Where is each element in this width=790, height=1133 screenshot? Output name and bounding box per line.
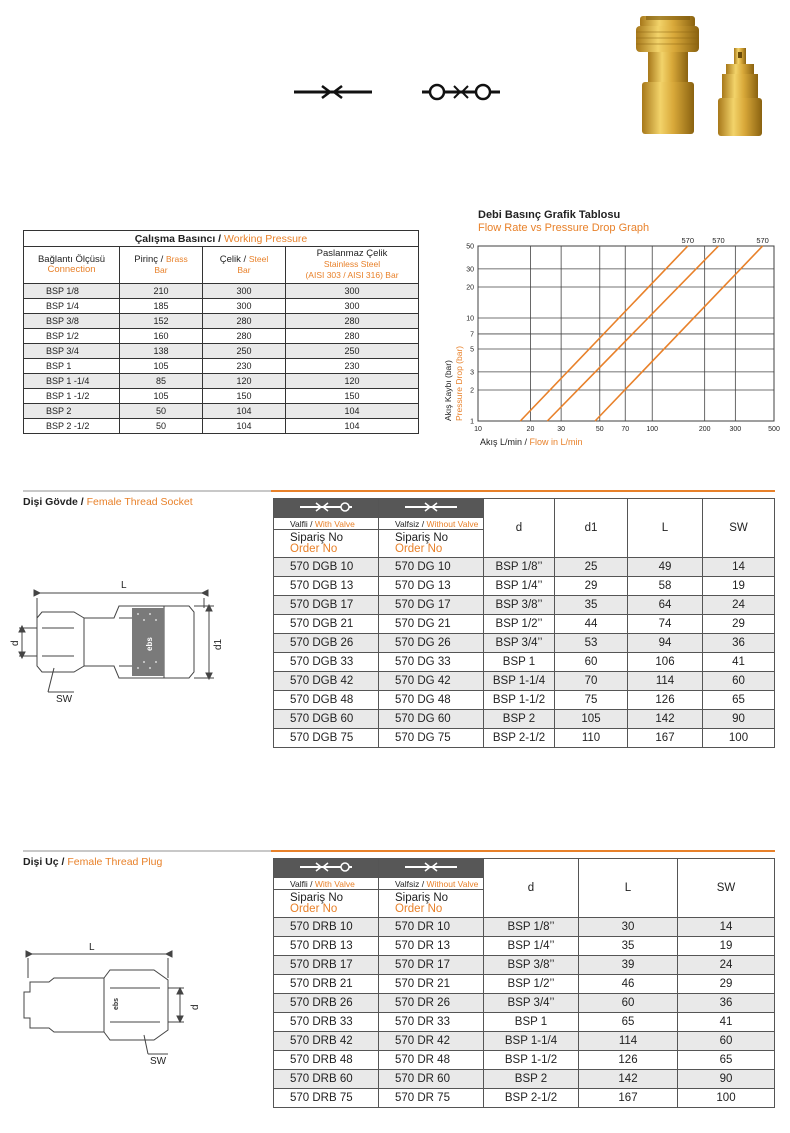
valved-coupling-symbol-icon xyxy=(298,861,354,873)
plug-table xyxy=(273,858,775,1108)
x-tick-label: 50 xyxy=(595,426,604,433)
plug-cell: 570 DRB 60 xyxy=(274,1070,379,1089)
pressure-cell: 105 xyxy=(120,389,203,404)
socket-col-d: d xyxy=(484,499,555,558)
plug-cell: BSP 1/8’’ xyxy=(484,918,579,937)
table-row xyxy=(24,359,419,374)
order-no-label: Sipariş No Order No xyxy=(274,530,379,558)
socket-cell: 70 xyxy=(555,672,628,691)
plug-cell: 100 xyxy=(678,1089,775,1108)
table-row xyxy=(274,558,775,577)
plug-cell: 29 xyxy=(678,975,775,994)
socket-col-l: L xyxy=(628,499,703,558)
plug-cell: 570 DR 42 xyxy=(379,1032,484,1051)
without-valve-label: Valfsiz / Without Valve xyxy=(379,518,484,530)
series-line xyxy=(520,246,687,421)
pressure-cell: BSP 1 xyxy=(24,359,120,374)
socket-cell: 570 DGB 60 xyxy=(274,710,379,729)
section-divider xyxy=(23,490,775,492)
socket-cell: 570 DG 21 xyxy=(379,615,484,634)
plug-cell: 46 xyxy=(579,975,678,994)
socket-cell: 36 xyxy=(703,634,775,653)
plug-cell: 570 DRB 10 xyxy=(274,918,379,937)
socket-label-d1: d1 xyxy=(213,638,224,650)
socket-cell: 105 xyxy=(555,710,628,729)
novalve-icon-cell xyxy=(379,499,484,518)
y-axis-label-en: Pressure Drop (bar) xyxy=(454,345,464,421)
pressure-cell: 152 xyxy=(120,314,203,329)
table-row xyxy=(24,419,419,434)
table-row xyxy=(274,1051,775,1070)
pressure-cell: 300 xyxy=(203,299,286,314)
socket-cell: 19 xyxy=(703,577,775,596)
working-pressure-table xyxy=(23,230,419,434)
x-tick-label: 20 xyxy=(526,426,535,433)
brass-coupling-photo xyxy=(630,8,780,143)
series-label: 570 xyxy=(756,236,769,245)
pressure-cell: 185 xyxy=(120,299,203,314)
table-row xyxy=(24,344,419,359)
plug-cell: BSP 3/8’’ xyxy=(484,956,579,975)
plug-cell: 90 xyxy=(678,1070,775,1089)
socket-cell: BSP 2 xyxy=(484,710,555,729)
y-tick-label: 1 xyxy=(470,418,474,426)
socket-cell: 25 xyxy=(555,558,628,577)
pressure-cell: BSP 1/2 xyxy=(24,329,120,344)
socket-table xyxy=(273,498,775,748)
plug-cell: BSP 1/4’’ xyxy=(484,937,579,956)
pressure-cell: 280 xyxy=(203,329,286,344)
plug-cell: BSP 1/2’’ xyxy=(484,975,579,994)
table-row xyxy=(274,994,775,1013)
pressure-cell: 85 xyxy=(120,374,203,389)
socket-cell: 94 xyxy=(628,634,703,653)
x-tick-label: 70 xyxy=(621,426,630,433)
plug-cell: 570 DRB 48 xyxy=(274,1051,379,1070)
plug-cell: 570 DR 60 xyxy=(379,1070,484,1089)
socket-label-l: L xyxy=(121,580,127,591)
order-no-label: Sipariş No Order No xyxy=(379,890,484,918)
socket-cell: 570 DG 13 xyxy=(379,577,484,596)
socket-drawing xyxy=(10,578,224,708)
table-row xyxy=(274,577,775,596)
plug-cell: 570 DRB 33 xyxy=(274,1013,379,1032)
socket-cell: 29 xyxy=(703,615,775,634)
plug-cell: 570 DRB 26 xyxy=(274,994,379,1013)
pressure-cell: 280 xyxy=(286,329,419,344)
plug-col-d: d xyxy=(484,859,579,918)
plug-cell: BSP 1 xyxy=(484,1013,579,1032)
pressure-cell: 104 xyxy=(203,419,286,434)
order-no-label: Sipariş No Order No xyxy=(379,530,484,558)
pressure-cell: 160 xyxy=(120,329,203,344)
y-tick-label: 20 xyxy=(466,284,474,292)
pressure-cell: BSP 2 -1/2 xyxy=(24,419,120,434)
socket-cell: 110 xyxy=(555,729,628,748)
pressure-cell: BSP 1 -1/4 xyxy=(24,374,120,389)
valve-icon-cell xyxy=(274,859,379,878)
y-tick-label: 10 xyxy=(466,315,474,323)
valve-icon-cell xyxy=(274,499,379,518)
plug-cell: 30 xyxy=(579,918,678,937)
table-row xyxy=(24,329,419,344)
table-row xyxy=(274,653,775,672)
plug-cell: 126 xyxy=(579,1051,678,1070)
without-valve-label: Valfsiz / Without Valve xyxy=(379,878,484,890)
plug-cell: 570 DR 26 xyxy=(379,994,484,1013)
valved-coupling-symbol-icon xyxy=(298,501,354,513)
plug-cell: 570 DRB 42 xyxy=(274,1032,379,1051)
plug-label-d: d xyxy=(190,1004,201,1010)
socket-cell: 49 xyxy=(628,558,703,577)
plug-cell: BSP 2 xyxy=(484,1070,579,1089)
x-tick-label: 100 xyxy=(646,426,659,433)
x-tick-label: 30 xyxy=(557,426,566,433)
socket-cell: 126 xyxy=(628,691,703,710)
coupling-symbol-icon xyxy=(403,861,459,873)
coupling-symbol-icon xyxy=(292,80,374,104)
socket-cell: 142 xyxy=(628,710,703,729)
socket-cell: 24 xyxy=(703,596,775,615)
novalve-icon-cell xyxy=(379,859,484,878)
plot-frame xyxy=(478,246,774,421)
plug-cell: 14 xyxy=(678,918,775,937)
plug-cell: 570 DRB 75 xyxy=(274,1089,379,1108)
y-tick-label: 50 xyxy=(466,243,474,251)
socket-cell: 75 xyxy=(555,691,628,710)
socket-cell: 570 DGB 48 xyxy=(274,691,379,710)
y-tick-label: 3 xyxy=(470,369,474,377)
socket-col-d1: d1 xyxy=(555,499,628,558)
x-tick-label: 300 xyxy=(729,426,742,433)
col-connection: Bağlantı Ölçüsü Connection xyxy=(24,247,120,284)
table-row xyxy=(274,975,775,994)
socket-cell: BSP 1/8’’ xyxy=(484,558,555,577)
coupling-symbol-icon xyxy=(403,501,459,513)
x-tick-label: 200 xyxy=(698,426,711,433)
table-row xyxy=(274,1013,775,1032)
socket-cell: 14 xyxy=(703,558,775,577)
series-label: 570 xyxy=(712,236,725,245)
socket-cell: 570 DG 42 xyxy=(379,672,484,691)
pressure-cell: 230 xyxy=(203,359,286,374)
plug-cell: 114 xyxy=(579,1032,678,1051)
socket-cell: 65 xyxy=(703,691,775,710)
order-no-label: Sipariş No Order No xyxy=(274,890,379,918)
plug-cell: 65 xyxy=(678,1051,775,1070)
socket-cell: 570 DG 75 xyxy=(379,729,484,748)
col-brass: Pirinç / Brass Bar xyxy=(120,247,203,284)
socket-cell: 106 xyxy=(628,653,703,672)
plug-cell: 19 xyxy=(678,937,775,956)
plug-cell: 36 xyxy=(678,994,775,1013)
working-pressure-title: Çalışma Basıncı / Working Pressure xyxy=(24,231,419,247)
plug-cell: 167 xyxy=(579,1089,678,1108)
socket-cell: 570 DG 48 xyxy=(379,691,484,710)
plug-cell: 35 xyxy=(579,937,678,956)
plug-cell: 65 xyxy=(579,1013,678,1032)
socket-cell: 570 DG 60 xyxy=(379,710,484,729)
socket-cell: BSP 3/4’’ xyxy=(484,634,555,653)
pressure-cell: BSP 3/4 xyxy=(24,344,120,359)
socket-cell: 74 xyxy=(628,615,703,634)
table-row xyxy=(24,284,419,299)
pressure-cell: 300 xyxy=(203,284,286,299)
table-row xyxy=(274,956,775,975)
socket-label-d: d xyxy=(10,640,21,646)
socket-cell: BSP 1/2’’ xyxy=(484,615,555,634)
table-row xyxy=(274,918,775,937)
pressure-cell: 138 xyxy=(120,344,203,359)
plug-cell: 570 DRB 13 xyxy=(274,937,379,956)
socket-cell: 114 xyxy=(628,672,703,691)
table-row xyxy=(24,314,419,329)
plug-drawing xyxy=(14,940,204,1070)
table-row xyxy=(24,389,419,404)
table-row xyxy=(24,299,419,314)
plug-cell: 24 xyxy=(678,956,775,975)
table-row xyxy=(274,1089,775,1108)
table-row xyxy=(24,404,419,419)
socket-cell: BSP 1/4’’ xyxy=(484,577,555,596)
table-row xyxy=(24,374,419,389)
plug-cell: BSP 1-1/4 xyxy=(484,1032,579,1051)
plug-cell: BSP 3/4’’ xyxy=(484,994,579,1013)
socket-cell: 90 xyxy=(703,710,775,729)
plug-cell: 570 DR 21 xyxy=(379,975,484,994)
plug-cell: 570 DR 17 xyxy=(379,956,484,975)
with-valve-label: Valfli / With Valve xyxy=(274,878,379,890)
plug-cell: 60 xyxy=(579,994,678,1013)
pressure-cell: 250 xyxy=(286,344,419,359)
pressure-cell: 280 xyxy=(203,314,286,329)
socket-cell: 570 DG 26 xyxy=(379,634,484,653)
socket-cell: 35 xyxy=(555,596,628,615)
x-tick-label: 10 xyxy=(474,426,482,433)
pressure-cell: 300 xyxy=(286,299,419,314)
pressure-cell: 50 xyxy=(120,419,203,434)
x-axis-label: Akış L/min / Flow in L/min xyxy=(480,437,583,447)
plug-label-sw: SW xyxy=(150,1056,167,1067)
table-row xyxy=(274,729,775,748)
table-row xyxy=(274,937,775,956)
socket-cell: 570 DGB 33 xyxy=(274,653,379,672)
socket-cell: 100 xyxy=(703,729,775,748)
pressure-cell: 300 xyxy=(286,284,419,299)
socket-cell: 570 DGB 17 xyxy=(274,596,379,615)
graph-subtitle: Flow Rate vs Pressure Drop Graph xyxy=(478,222,650,234)
pressure-cell: 104 xyxy=(286,404,419,419)
socket-label-sw: SW xyxy=(56,694,73,705)
y-tick-label: 30 xyxy=(466,266,474,274)
socket-cell: 41 xyxy=(703,653,775,672)
table-row xyxy=(274,615,775,634)
socket-cell: 570 DGB 42 xyxy=(274,672,379,691)
socket-cell: 570 DGB 26 xyxy=(274,634,379,653)
socket-cell: BSP 1 xyxy=(484,653,555,672)
section-divider xyxy=(23,850,775,852)
plug-cell: 39 xyxy=(579,956,678,975)
socket-cell: 570 DG 17 xyxy=(379,596,484,615)
series-line xyxy=(547,246,718,421)
y-tick-label: 5 xyxy=(470,346,474,354)
socket-cell: 570 DG 10 xyxy=(379,558,484,577)
pressure-cell: BSP 3/8 xyxy=(24,314,120,329)
socket-cell: BSP 3/8’’ xyxy=(484,596,555,615)
socket-cell: 53 xyxy=(555,634,628,653)
socket-cell: BSP 1-1/4 xyxy=(484,672,555,691)
pressure-cell: 250 xyxy=(203,344,286,359)
table-row xyxy=(274,634,775,653)
col-steel: Çelik / Steel Bar xyxy=(203,247,286,284)
series-label: 570 xyxy=(681,236,695,245)
socket-cell: 29 xyxy=(555,577,628,596)
socket-section-title: Dişi Gövde / Female Thread Socket xyxy=(23,496,193,508)
plug-cell: 142 xyxy=(579,1070,678,1089)
y-axis-label-tr: Akış Kaybı (bar) xyxy=(443,360,453,421)
plug-cell: 60 xyxy=(678,1032,775,1051)
y-tick-label: 2 xyxy=(470,387,474,395)
socket-cell: 570 DGB 13 xyxy=(274,577,379,596)
plug-cell: BSP 1-1/2 xyxy=(484,1051,579,1070)
plug-col-sw: SW xyxy=(678,859,775,918)
table-row xyxy=(274,672,775,691)
pressure-cell: 150 xyxy=(203,389,286,404)
socket-cell: BSP 2-1/2 xyxy=(484,729,555,748)
y-tick-label: 7 xyxy=(470,331,474,339)
pressure-cell: 120 xyxy=(286,374,419,389)
graph-title: Debi Basınç Grafik Tablosu xyxy=(478,209,621,221)
series-line xyxy=(595,246,762,421)
plug-cell: 570 DR 48 xyxy=(379,1051,484,1070)
pressure-cell: BSP 1 -1/2 xyxy=(24,389,120,404)
plug-cell: 41 xyxy=(678,1013,775,1032)
col-stainless: Paslanmaz Çelik Stainless Steel (AISI 303 / AISI 316) Bar xyxy=(286,247,419,284)
valved-coupling-symbol-icon xyxy=(420,80,502,104)
socket-cell: 570 DGB 10 xyxy=(274,558,379,577)
plug-cell: 570 DR 75 xyxy=(379,1089,484,1108)
with-valve-label: Valfli / With Valve xyxy=(274,518,379,530)
socket-cell: 570 DGB 75 xyxy=(274,729,379,748)
pressure-cell: BSP 2 xyxy=(24,404,120,419)
table-row xyxy=(274,1070,775,1089)
pressure-cell: 105 xyxy=(120,359,203,374)
pressure-cell: 230 xyxy=(286,359,419,374)
pressure-cell: 104 xyxy=(203,404,286,419)
x-tick-label: 500 xyxy=(768,426,780,433)
pressure-cell: BSP 1/8 xyxy=(24,284,120,299)
plug-cell: 570 DR 10 xyxy=(379,918,484,937)
table-row xyxy=(274,691,775,710)
socket-cell: BSP 1-1/2 xyxy=(484,691,555,710)
pressure-cell: 120 xyxy=(203,374,286,389)
plug-section-title: Dişi Uç / Female Thread Plug xyxy=(23,856,163,868)
plug-cell: 570 DR 13 xyxy=(379,937,484,956)
socket-cell: 167 xyxy=(628,729,703,748)
socket-cell: 58 xyxy=(628,577,703,596)
plug-cell: BSP 2-1/2 xyxy=(484,1089,579,1108)
socket-cell: 60 xyxy=(703,672,775,691)
socket-brand-mark: ebs xyxy=(145,637,154,651)
plug-brand-mark: ebs xyxy=(113,997,120,1010)
plug-cell: 570 DRB 21 xyxy=(274,975,379,994)
plug-cell: 570 DRB 17 xyxy=(274,956,379,975)
table-row xyxy=(274,596,775,615)
socket-cell: 64 xyxy=(628,596,703,615)
table-row xyxy=(274,1032,775,1051)
plug-col-l: L xyxy=(579,859,678,918)
pressure-cell: 104 xyxy=(286,419,419,434)
socket-cell: 60 xyxy=(555,653,628,672)
socket-cell: 570 DG 33 xyxy=(379,653,484,672)
socket-cell: 44 xyxy=(555,615,628,634)
socket-cell: 570 DGB 21 xyxy=(274,615,379,634)
plug-cell: 570 DR 33 xyxy=(379,1013,484,1032)
pressure-cell: 280 xyxy=(286,314,419,329)
pressure-cell: 150 xyxy=(286,389,419,404)
pressure-cell: 210 xyxy=(120,284,203,299)
pressure-cell: 50 xyxy=(120,404,203,419)
pressure-cell: BSP 1/4 xyxy=(24,299,120,314)
table-row xyxy=(274,710,775,729)
pressure-drop-graph xyxy=(440,208,780,453)
plug-label-l: L xyxy=(89,942,95,953)
socket-col-sw: SW xyxy=(703,499,775,558)
